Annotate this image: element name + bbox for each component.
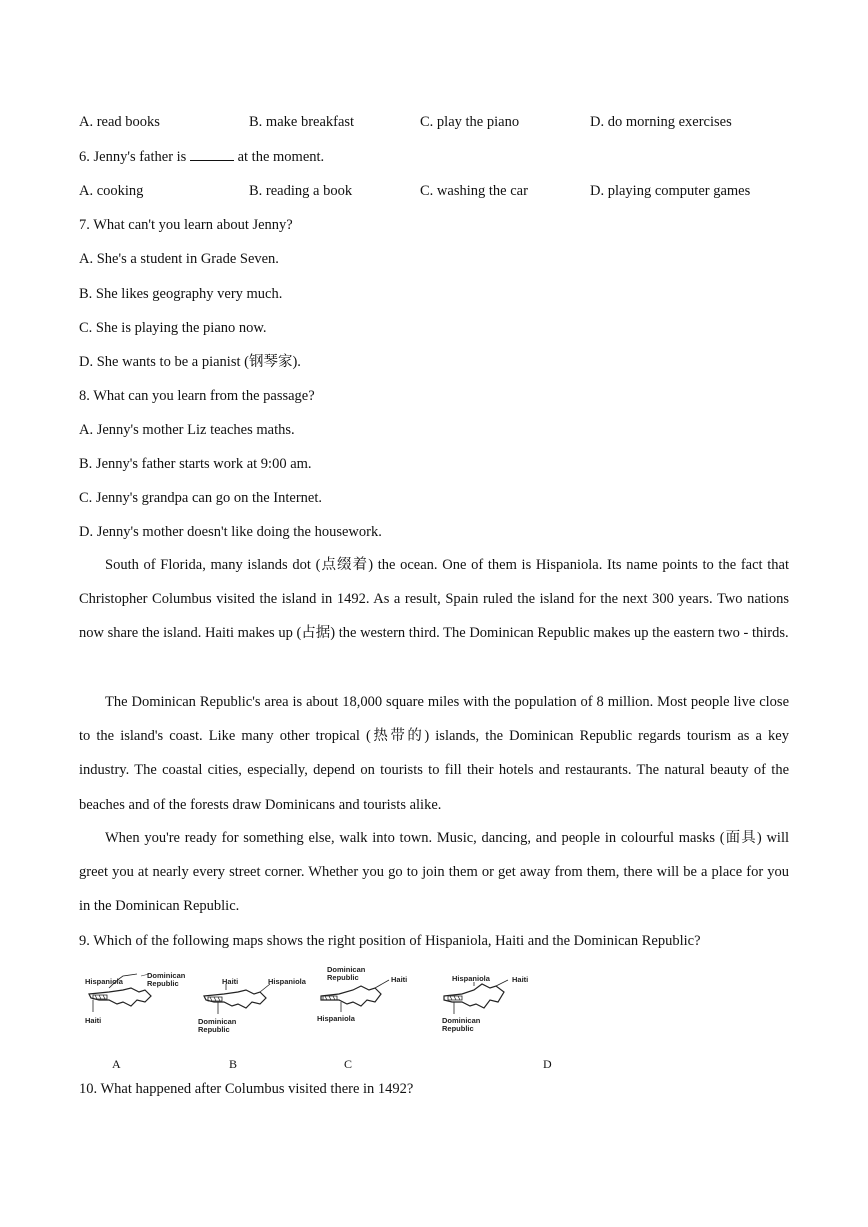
q7-option-c[interactable]: C. She is playing the piano now. [79, 320, 267, 336]
q9-map-options [79, 962, 552, 1077]
map-d-letter: D [543, 1057, 552, 1071]
map-a-dominican-label: Dominican Republic [147, 971, 186, 988]
q9-question: 9. Which of the following maps shows the right position of Hispaniola, Haiti and the Dominican Republic? [79, 933, 701, 949]
map-a-hispaniola-label: Hispaniola [85, 977, 123, 986]
map-c-haiti-label: Haiti [391, 975, 408, 984]
map-c-letter: C [344, 1057, 353, 1071]
q7-option-a[interactable]: A. She's a student in Grade Seven. [79, 251, 279, 267]
map-a-letter: A [112, 1057, 121, 1071]
map-c-dominican-label: Dominican Republic [327, 965, 366, 982]
map-b-haiti-label: Haiti [222, 977, 239, 986]
map-b-letter: B [229, 1057, 238, 1071]
q8-option-d[interactable]: D. Jenny's mother doesn't like doing the housework. [79, 524, 382, 540]
q6-text-before: 6. Jenny's father is [79, 149, 187, 165]
q10-question: 10. What happened after Columbus visited there in 1492? [79, 1081, 414, 1097]
q6-option-b[interactable]: B. reading a book [249, 183, 353, 199]
q6-option-a[interactable]: A. cooking [79, 183, 144, 199]
map-option-d[interactable] [434, 962, 552, 1071]
map-c-hispaniola-label: Hispaniola [317, 1014, 355, 1023]
map-b-hispaniola-label: Hispaniola [268, 977, 306, 986]
passage-paragraph-1: South of Florida, many islands dot (点缀着) the ocean. One of them is Hispaniola. Its name points to the fact that Christopher Columbus visited the island in 1492. As a result, Spain ruled the island for the next 300 years. Two nations now share the island. Haiti makes up (占据) the western third. The Dominican Republic makes up the eastern two - thirds. [79, 557, 789, 642]
q7-question: 7. What can't you learn about Jenny? [79, 217, 293, 233]
q8-question: 8. What can you learn from the passage? [79, 388, 315, 404]
q5-option-b[interactable]: B. make breakfast [249, 114, 355, 130]
q6-blank [190, 148, 234, 161]
q5-option-d[interactable]: D. do morning exercises [590, 114, 732, 130]
map-d-dominican-label: Dominican Republic [442, 1016, 481, 1033]
q8-option-b[interactable]: B. Jenny's father starts work at 9:00 am. [79, 456, 312, 472]
q8-option-a[interactable]: A. Jenny's mother Liz teaches maths. [79, 422, 295, 438]
passage-paragraph-2: The Dominican Republic's area is about 18,000 square miles with the population of 8 million. Most people live close to the island's coast. Like many other tropical (热带的) islands, the Dominican Republic regards tourism as a key industry. The coastal cities, especially, depend on tourists to fill their hotels and restaurants. The natural beauty of the beaches and of the forests draw Dominicans and tourists alike. [79, 694, 789, 813]
q6-question [79, 148, 324, 166]
q6-option-c[interactable]: C. washing the car [420, 183, 528, 199]
q7-option-d[interactable]: D. She wants to be a pianist (钢琴家). [79, 354, 301, 370]
map-d-haiti-label: Haiti [512, 975, 529, 984]
map-option-a[interactable] [79, 962, 191, 1071]
map-option-c[interactable] [311, 962, 423, 1071]
map-b-dominican-label: Dominican Republic [198, 1017, 237, 1034]
map-d-hispaniola-label: Hispaniola [452, 974, 490, 983]
passage-paragraph-3: When you're ready for something else, walk into town. Music, dancing, and people in colourful masks (面具) will greet you at nearly every street corner. Whether you go to join them or get away from them, there will be a place for you in the Dominican Republic. [79, 830, 789, 915]
q7-option-b[interactable]: B. She likes geography very much. [79, 286, 283, 302]
map-a-haiti-label: Haiti [85, 1016, 102, 1025]
q6-option-d[interactable]: D. playing computer games [590, 183, 751, 199]
map-option-b[interactable] [196, 962, 308, 1071]
q6-text-after: at the moment. [237, 149, 325, 165]
q8-option-c[interactable]: C. Jenny's grandpa can go on the Internet. [79, 490, 323, 506]
q5-option-a[interactable]: A. read books [79, 114, 160, 130]
q5-option-c[interactable]: C. play the piano [420, 114, 520, 130]
